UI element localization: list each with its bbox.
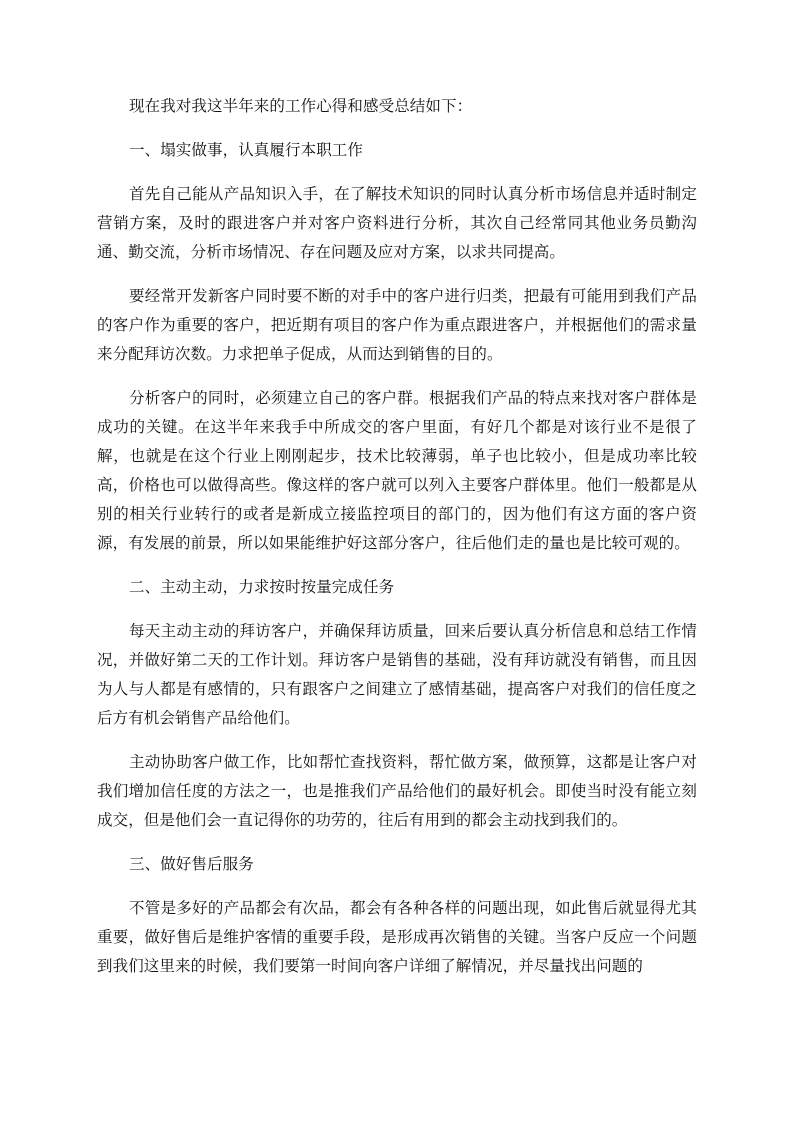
section-heading-2: 二、主动主动，力求按时按量完成任务 [129,578,395,596]
section-heading-1: 一、塌实做事，认真履行本职工作 [129,141,364,159]
body-paragraph: 不管是多好的产品都会有次品，都会有各种各样的问题出现，如此售后就显得尤其重要，做好售后是维护客情的重要手段，是形成再次销售的关键。当客户反应一个问题到我们这里来的时候，我们要第一时间向客户详细了解情况，并尽量找出问题的 [97,899,697,975]
section-heading-3: 三、做好售后服务 [129,855,254,873]
body-paragraph: 主动协助客户做工作，比如帮忙查找资料，帮忙做方案，做预算，这都是让客户对我们增加信任度的方法之一，也是推我们产品给他们的最好机会。即使当时没有能立刻成交，但是他们会一直记得你的功劳的，往后有用到的都会主动找到我们的。 [97,753,697,829]
intro-paragraph: 现在我对我这半年来的工作心得和感受总结如下： [129,97,473,115]
document-page [97,92,697,981]
body-paragraph: 分析客户的同时，必须建立自己的客户群。根据我们产品的特点来找对客户群体是成功的关键。在这半年来我手中所成交的客户里面，有好几个都是对该行业不是很了解，也就是在这个行业上刚刚起步，技术比较薄弱，单子也比较小，但是成功率比较高，价格也可以做得高些。像这样的客户就可以列入主要客户群体里。他们一般都是从别的相关行业转行的或者是新成立接监控项目的部门的，因为他们有这方面的客户资源，有发展的前景，所以如果能维护好这部分客户，往后他们走的量也是比较可观的。 [97,389,697,552]
body-paragraph: 首先自己能从产品知识入手，在了解技术知识的同时认真分析市场信息并适时制定营销方案，及时的跟进客户并对客户资料进行分析，其次自己经常同其他业务员勤沟通、勤交流，分析市场情况、存在问题及应对方案，以求共同提高。 [97,185,697,261]
body-paragraph: 要经常开发新客户同时要不断的对手中的客户进行归类，把最有可能用到我们产品的客户作为重要的客户，把近期有项目的客户作为重点跟进客户，并根据他们的需求量来分配拜访次数。力求把单子促成，从而达到销售的目的。 [97,287,697,363]
body-paragraph: 每天主动主动的拜访客户，并确保拜访质量，回来后要认真分析信息和总结工作情况，并做好第二天的工作计划。拜访客户是销售的基础，没有拜访就没有销售，而且因为人与人都是有感情的，只有跟客户之间建立了感情基础，提高客户对我们的信任度之后方有机会销售产品给他们。 [97,622,697,727]
